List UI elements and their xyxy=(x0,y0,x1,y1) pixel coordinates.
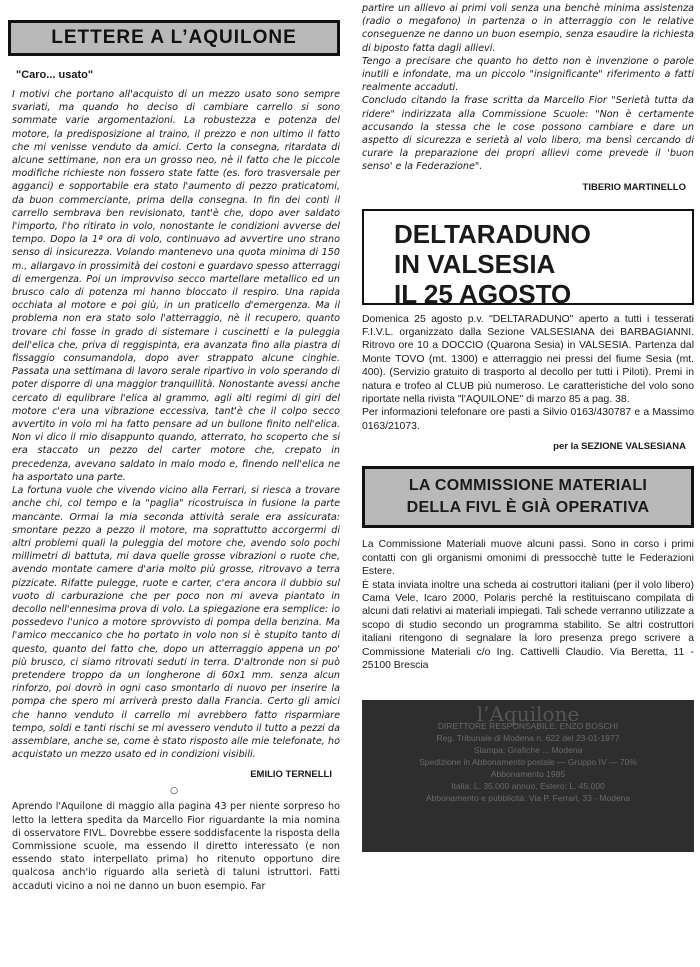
signature-martinello: TIBERIO MARTINELLO xyxy=(582,181,686,193)
commission-title-line-1: LA COMMISSIONE MATERIALI xyxy=(408,477,648,495)
masthead-line-6: Italia: L. 35.000 annuo, Estero: L. 45.000 xyxy=(451,781,605,792)
raduno-paragraph-1: Domenica 25 agosto p.v. "DELTARADUNO" aperto a tutti i tesserati F.I.V.L. organizzato dalla Sezione VALSESIANA dei BARBAGIANNI. Ritrovo ore 10 a DOCCIO (Quarona Sesia) in VALSESIA. Partenza dal Monte TOVO (mt. 1300) e atterraggio nei pressi del fiume Sesia (mt. 400). (Servizio gratuito di trasporto al decollo per tutti i Piloti). Premi in natura e trofeo al CLUB più numeroso. Le caratteristiche del volo sono riportate nella rivista "l'AQUILONE" di marzo 85 a pag. 38. xyxy=(362,313,694,406)
masthead-line-4: Spedizione in Abbonamento postale — Gruppo IV — 70% xyxy=(419,757,637,768)
commission-paragraph-2: È stata inviata inoltre una scheda ai costruttori italiani (per il volo libero) Cama Vele, Icaro 2000, Polaris perché la restituiscano compilata di alcuni dati relativi ai materiali impiegati. Tali schede verranno utilizzate a scopo di studio secondo un programma stabilito. Se altri costruttori italiani ritengono di segnalare la loro presenza prego scrivere a Commissione Materiali c/o Ing. Cattivelli Claudio. Via Beretta, 11 - 25100 Brescia xyxy=(362,579,694,671)
commission-title-line-2: DELLA FIVL È GIÀ OPERATIVA xyxy=(406,499,650,517)
masthead-line-2: Reg. Tribunale di Modena n. 622 del 23-01-1977 xyxy=(436,733,620,744)
letter2-cont-3: Concludo citando la frase scritta da Marcello Fior "Serietà tutta da ridere" indirizzata alla Commissione Scuole: "Non è certamente accusando la stessa che le cose possono cambiare e dare un aspetto di sicurezza e serietà al volo libero, ma bensì cercando di curare la preparazione dei propri allievi come prevede il 'buon senso' e la Federazione". xyxy=(362,95,694,173)
masthead-title: l’Aquilone xyxy=(476,702,580,727)
masthead-line-1: DIRETTORE RESPONSABILE: ENZO BOSCHI xyxy=(437,721,619,732)
commission-title-box xyxy=(362,466,694,528)
signature-valsesiana: per la SEZIONE VALSESIANA xyxy=(553,441,686,453)
raduno-title-line-1: DELTARADUNO xyxy=(394,218,591,249)
letter1-paragraph-2: La fortuna vuole che vivendo vicino alla Ferrari, si riesca a trovare anche chi, col tempo e la "paglia" ricostruisca in fusione la parte mancante. Ormai la mia seconda attività serale era assicurata: smontare pezzo a pezzo il motore, ma soprattutto accorgermi di altri problemi quali la puleggia del motore che, avendo solo pochi millimetri di battuta, mi dava quelle grosse vibrazioni o ruote che, avendo montate camere d'aria molto più grosse, ritrovavo a terra pizzicate. Rifatte pulegge, ruote e carter, c'era ancora il dubbio sul vuoto di carburazione che per poco non mi aveva piantato in decollo nell'ennesima prova di volo. La spiegazione era semplice: io possedevo l'unico a motore sprovvisto di pompa della benzina. Ma l'amico meccanico che ho portato in volo non si è stupito tanto di questo, quanto del fatto che, dopo un atterraggio appena un po' più brusco, ci siamo ritrovati seduti in terra. D'altronde non si può pretendere troppo da un longherone di 60x1 mm. senza alcun rinforzo, poi dovrò in ogni caso smontarlo di nuovo per inserire la pompa che spero mi arriverà presto dalla Francia. Certo gli amici che hanno venduto il carrello mi avrebbero fatto risparmiare tempo, soldi e tanti rischi se mi avessero venduto il tutto a pezzi da assemblare, anche se, come è stato risposto alle mie telefonate, ho acquistato un mezzo usato ed in condizioni visibili. xyxy=(12,485,340,761)
masthead-line-7: Abbonamento e pubblicità: Via P. Ferrari, 33 - Modena xyxy=(425,793,631,804)
letter2-paragraph: Aprendo l'Aquilone di maggio alla pagina 43 per niente sorpreso ho letto la lettera spedita da Marcello Fior riguardante la mia nomina di osservatore FIVL. Dovrebbe essere soddisfacente la risposta della Commissione scuole, ma essendo il diretto interessato (e non essendo stato interpellato prima) ho ritenuto opportuno dire qualcosa anch'io riguardo alla serietà di taluni istruttori. Fatti accaduti vicino a noi ne danno un buon esempio. Far xyxy=(12,801,340,892)
raduno-paragraph-2: Per informazioni telefonare ore pasti a Silvio 0163/430787 e a Massimo 0163/21073. xyxy=(362,407,694,432)
masthead-line-5: Abbonamento 1985 xyxy=(490,769,566,780)
letters-banner: LETTERE A L’AQUILONE xyxy=(8,20,340,56)
raduno-title-box xyxy=(362,209,694,309)
masthead-line-3: Stampa: Grafiche ... Modena xyxy=(473,745,583,756)
raduno-title-line-3: IL 25 AGOSTO xyxy=(394,278,572,309)
ornament-circle: ○ xyxy=(170,786,178,797)
letter1-paragraph-1: I motivi che portano all'acquisto di un mezzo usato sono sempre svariati, ma quando ho deciso di cambiare carrello si sono sommate varie argomentazioni. La robustezza e potenza del motore, la predisposizione al traino, il prezzo e non ultimo il fatto che mi venisse venduto da amici. Certo la consegna, ritardata di alcune settimane, non era un grosso neo, nè il fatto che le piccole modifiche richieste non fossero state fatte (es. foro trasversale per agganci) e sopportabile era stato l'aumento di pezzo praticatomi, da buon commerciante, prima della consegna. In fin dei conti il carrello sembrava ben revisionato, tant'è che, dopo aver saldato l'importo, l'ho ritirato in volo, nonostante le condizioni avverse del tempo. Dopo la 1ª ora di volo, continuavo ad avvertire uno strano senso di insicurezza. Volando mantenevo una quota minima di 150 m., allargavo in prossimità dei costoni e guardavo spesso atterraggi di emergenza. Poi un improvviso secco martellare metallico ed un brusco calo di potenza mi hanno bloccato il respiro. Una rapida occhiata al motore e poi giù, in un praticello d'emergenza. Ma il problema non era stato solo l'atterraggio, nè il recupero, quanto trovare chi fosse in grado di sistemare i cuscinetti e la puleggia dell'elica che, priva di reggispinta, era avanzata fino alla piastra di fissaggio consumandola, dopo aver strappato alcune cinghie. Passata una settimana di lavoro serale ripartivo in volo sperando di poter disporre di una maggior tranquillità. Nonostante avessi anche cercato di equlibrare l'elica al grammo, agli alti regimi di giri del motore c'era una vibrazione eccessiva, tant'è che il colpo secco avvertito in volo mi ha fatto pensare ad un bullone finito nell'elica. Non vi dico il mio disappunto quando, atterrato, ho scoperto che si era staccato un pezzo del carter motore che, crepato in precedenza, avevano saldato in malo modo e, finendo nell'elica ne ha asportato una parte. xyxy=(12,89,340,483)
letter2-cont-1: partire un allievo ai primi voli senza una benchè minima assistenza (radio o megafono) in partenza o in atterraggio con le relative conseguenze ne danno un buon esempio, senza esaudire la richiesta di biposto fatta dagli allievi. xyxy=(362,3,694,54)
left-column xyxy=(8,20,340,893)
signature-ternelli: EMILIO TERNELLI xyxy=(250,769,332,781)
commission-paragraph-1: La Commissione Materiali muove alcuni passi. Sono in corso i primi contatti con gli organismi omonimi di pressocchè tutte le Federazioni Estere. xyxy=(362,539,694,578)
right-column xyxy=(362,2,694,852)
letter-subhead: "Caro... usato" xyxy=(16,69,94,81)
masthead-box xyxy=(362,700,694,852)
letter2-cont-2: Tengo a precisare che quanto ho detto non è invenzione o parole inutili e infondate, ma un piccolo "insignificante" riferimento a fatti realmente accaduti. xyxy=(362,55,694,94)
raduno-title-line-2: IN VALSESIA xyxy=(394,248,556,279)
